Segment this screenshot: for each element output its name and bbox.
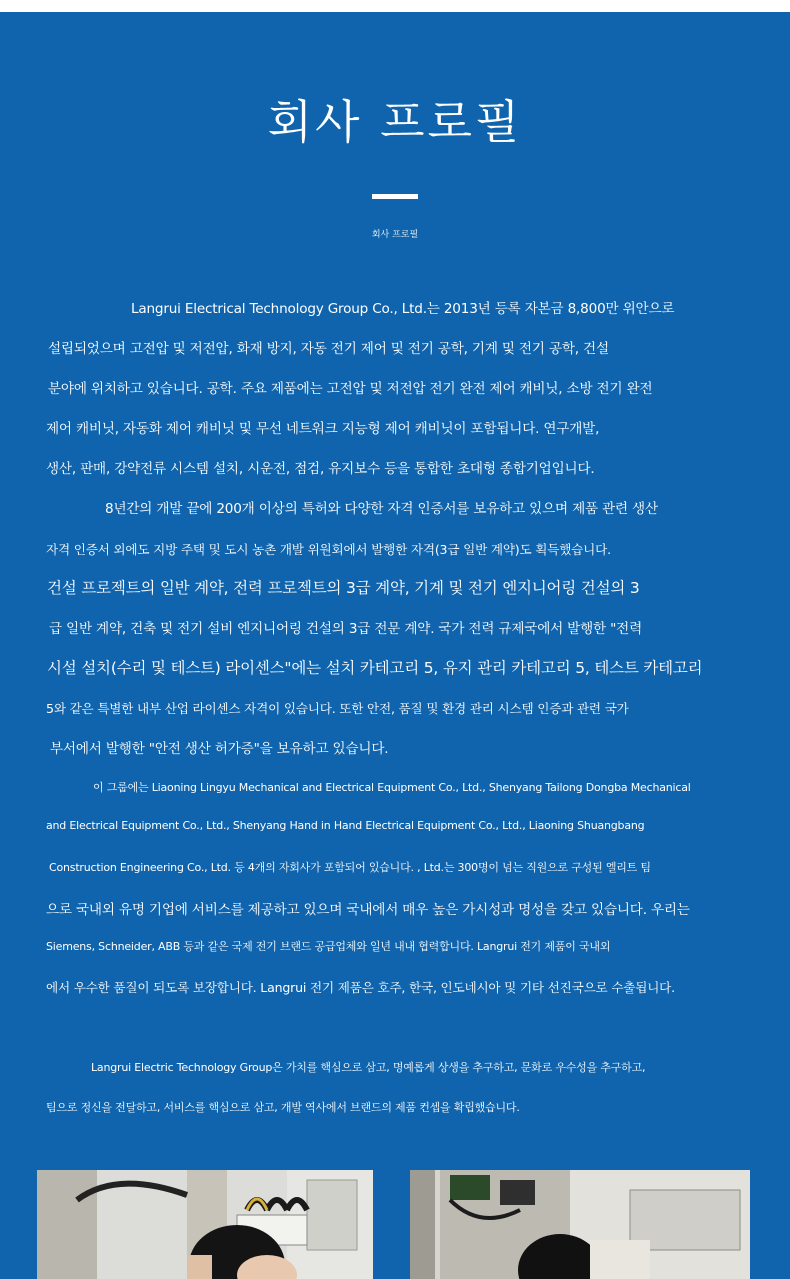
paragraph-line: and Electrical Equipment Co., Ltd., Shenyang Hand in Hand Electrical Equipment Co., Ltd., Liaoning Shuangbang: [46, 819, 645, 832]
technician-wiring-image: [410, 1170, 750, 1279]
paragraph-line: 에서 우수한 품질이 되도록 보장합니다. Langrui 전기 제품은 호주, 한국, 인도네시아 및 기타 선진국으로 수출됩니다.: [46, 980, 675, 995]
paragraph-line: Construction Engineering Co., Ltd. 등 4개의 자회사가 포함되어 있습니다. , Ltd.는 300명이 넘는 직원으로 구성된 엘리트 팀: [49, 861, 651, 874]
factory-photo-right: [410, 1170, 750, 1279]
paragraph-line: 분야에 위치하고 있습니다. 공학. 주요 제품에는 고전압 및 저전압 전기 완전 제어 캐비닛, 소방 전기 완전: [48, 381, 653, 397]
factory-photo-left: [37, 1170, 373, 1279]
paragraph-line: 자격 인증서 외에도 지방 주택 및 도시 농촌 개발 위원회에서 발행한 자격(3급 일반 계약)도 획득했습니다.: [46, 542, 611, 557]
paragraph-line: 설립되었으며 고전압 및 저전압, 화재 방지, 자동 전기 제어 및 전기 공학, 기계 및 전기 공학, 건설: [48, 341, 609, 357]
paragraph-line: 이 그룹에는 Liaoning Lingyu Mechanical and Electrical Equipment Co., Ltd., Shenyang Tailong Dongba Mechanical: [93, 781, 691, 794]
title-underline: [372, 194, 418, 199]
paragraph-line: Langrui Electric Technology Group은 가치를 핵심으로 삼고, 명예롭게 상생을 추구하고, 문화로 우수성을 추구하고,: [91, 1061, 646, 1074]
paragraph-line: 8년간의 개발 끝에 200개 이상의 특허와 다양한 자격 인증서를 보유하고 있으며 제품 관련 생산: [105, 501, 658, 517]
worker-at-cabinet-image: [37, 1170, 373, 1279]
paragraph-line: 생산, 판매, 강약전류 시스템 설치, 시운전, 점검, 유지보수 등을 통합한 초대형 종합기업입니다.: [46, 461, 595, 477]
paragraph-line: 급 일반 계약, 건축 및 전기 설비 엔지니어링 건설의 3급 전문 계약. 국가 전력 규제국에서 발행한 "전력: [49, 621, 643, 637]
page-title: 회사 프로필: [267, 95, 523, 149]
paragraph-line: Langrui Electrical Technology Group Co., Ltd.는 2013년 등록 자본금 8,800만 위안으로: [131, 301, 675, 317]
page-subtitle: 회사 프로필: [371, 230, 419, 240]
paragraph-line: 제어 캐비닛, 자동화 제어 캐비닛 및 무선 네트워크 지능형 제어 캐비닛이 포함됩니다. 연구개발,: [46, 421, 600, 437]
paragraph-line: 시설 설치(수리 및 테스트) 라이센스"에는 설치 카테고리 5, 유지 관리 카테고리 5, 테스트 카테고리: [47, 659, 703, 677]
paragraph-line: 부서에서 발행한 "안전 생산 허가증"을 보유하고 있습니다.: [50, 741, 389, 757]
paragraph-line: 팀으로 정신을 전달하고, 서비스를 핵심으로 삼고, 개발 역사에서 브랜드의 제품 컨셉을 확립했습니다.: [46, 1101, 520, 1114]
paragraph-line: Siemens, Schneider, ABB 등과 같은 국제 전기 브랜드 공급업체와 일년 내내 협력합니다. Langrui 전기 제품이 국내외: [46, 940, 611, 953]
paragraph-line: 5와 같은 특별한 내부 산업 라이센스 자격이 있습니다. 또한 안전, 품질 및 환경 관리 시스템 인증과 관련 국가: [46, 701, 629, 716]
company-profile-section: [0, 12, 790, 1279]
paragraph-line: 으로 국내외 유명 기업에 서비스를 제공하고 있으며 국내에서 매우 높은 가시성과 명성을 갖고 있습니다. 우리는: [46, 902, 690, 918]
paragraph-line: 건설 프로젝트의 일반 계약, 전력 프로젝트의 3급 계약, 기계 및 전기 엔지니어링 건설의 3: [47, 579, 640, 597]
